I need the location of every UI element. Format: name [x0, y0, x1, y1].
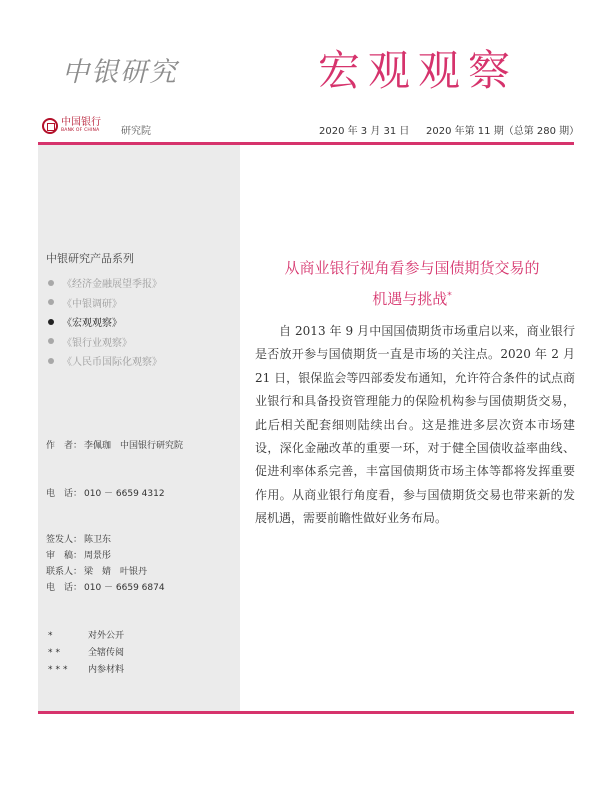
bullet-icon	[48, 299, 54, 305]
contact-label: 联系人：	[46, 567, 83, 577]
series-item-label: 《人民币国际化观察》	[62, 357, 162, 369]
sidebar-panel	[38, 145, 240, 711]
series-item	[48, 293, 162, 313]
series-item-label: 《宏观观察》	[62, 318, 122, 330]
classification-label: 全辖传阅	[88, 648, 125, 658]
contact-value: 梁 婧 叶银丹	[84, 567, 148, 577]
boc-wordmark	[61, 117, 101, 134]
article-title-line-2	[262, 288, 562, 309]
bank-of-china-logo	[42, 117, 101, 134]
series-title: 中银研究产品系列	[46, 252, 134, 265]
signer-info	[46, 532, 111, 545]
signer-value: 陈卫东	[84, 535, 112, 545]
classification-label: 对外公开	[88, 631, 125, 641]
phone-label: 电 话：	[46, 489, 83, 499]
author-info	[46, 438, 183, 451]
classification-row	[48, 662, 124, 675]
series-item-label: 《银行业观察》	[62, 337, 132, 349]
reviewer-value: 周景彤	[84, 551, 112, 561]
issue-number: 2020 年第 11 期（总第 280 期）	[426, 126, 580, 137]
reviewer-label: 审 稿：	[46, 551, 83, 561]
classification-stars: **	[48, 648, 63, 658]
publication-date: 2020 年 3 月 31 日	[319, 126, 410, 137]
bullet-icon	[48, 319, 54, 325]
contact-phone-value: 010 － 6659 6874	[84, 583, 165, 593]
bullet-icon	[48, 338, 54, 344]
bullet-icon	[48, 358, 54, 364]
series-item	[48, 332, 162, 352]
report-title: 宏观观察	[318, 46, 519, 95]
contact-info	[46, 564, 147, 577]
reviewer-info	[46, 548, 111, 561]
author-phone	[46, 486, 165, 499]
author-label: 作 者：	[46, 441, 83, 451]
boc-name-cn: 中国银行	[61, 117, 101, 128]
footer-divider	[38, 711, 574, 714]
institute-label: 研究院	[121, 126, 151, 137]
series-item-label: 《经济金融展望季报》	[62, 279, 162, 291]
series-item	[48, 351, 162, 371]
research-brand-logo: 中银研究	[62, 57, 178, 88]
contact-phone	[46, 580, 165, 593]
series-item	[48, 273, 162, 293]
series-item-current	[48, 312, 162, 332]
phone-value: 010 － 6659 4312	[84, 489, 165, 499]
author-value: 李佩珈 中国银行研究院	[84, 441, 184, 451]
series-item-label: 《中银调研》	[62, 298, 122, 310]
series-list	[48, 273, 162, 371]
classification-label: 内参材料	[88, 665, 125, 675]
boc-name-en: BANK OF CHINA	[61, 128, 100, 133]
article-title-text: 机遇与挑战	[372, 290, 448, 308]
contact-phone-label: 电 话：	[46, 583, 83, 593]
signer-label: 签发人：	[46, 535, 83, 545]
footnote-mark: *	[447, 291, 452, 301]
boc-emblem-icon	[42, 118, 58, 134]
article-body: 自 2013 年 9 月中国国债期货市场重启以来，商业银行是否放开参与国债期货一直是市场的关注点。2020 年 2 月 21 日，银保监会等四部委发布通知，允许符合条件的试点商业银行和具备投资管理能力的保险机构参与国债期货交易，此后相关配套细则陆续出台。这是推进多层次资本市场建设，深化金融改革的重要一环，对于健全国债收益率曲线、促进利率体系完善，丰富国债期货市场主体等都将发挥重要作用。从商业银行角度看，参与国债期货交易也带来新的发展机遇，需要前瞻性做好业务布局。	[255, 324, 575, 526]
classification-row	[48, 645, 124, 658]
article-title-line-1: 从商业银行视角看参与国债期货交易的	[284, 259, 540, 277]
bullet-icon	[48, 280, 54, 286]
classification-row	[48, 628, 124, 641]
classification-stars: ***	[48, 665, 71, 675]
classification-stars: *	[48, 631, 56, 641]
